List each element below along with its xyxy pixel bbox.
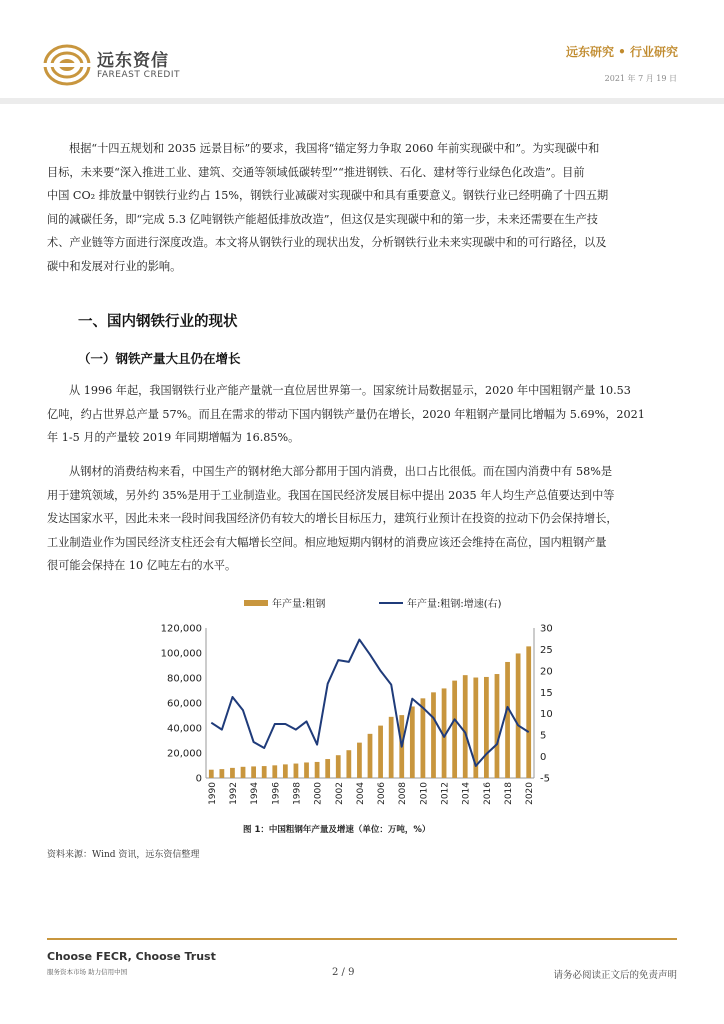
body-line: 亿吨，约占世界总产量 57%。而且在需求的带动下国内钢铁产量仍在增长，2020 年粗钢产量同比增幅为 5.69%，2021: [47, 407, 645, 421]
intro-line: 间的减碳任务，即“完成 5.3 亿吨钢铁产能超低排放改造”，但这仅是实现碳中和的第一步，未来还需要在生产技: [47, 212, 598, 226]
x-tick-label: 2004: [355, 782, 366, 805]
left-tick-label: 60,000: [167, 698, 202, 710]
intro-line: 目标，未来要“深入推进工业、建筑、交通等领域低碳转型”“推进钢铁、石化、建材等行业绿色化改造”。目前: [47, 165, 585, 179]
legend-bar-label: 年产量:粗钢: [272, 599, 326, 610]
bar-2006: [378, 726, 383, 778]
logo-name-en: FAREAST CREDIT: [97, 70, 180, 80]
bar-1997: [283, 764, 288, 778]
x-tick-label: 2016: [482, 782, 493, 805]
chart-axes: [161, 624, 553, 805]
x-tick-label: 2006: [377, 782, 388, 805]
bar-1996: [272, 765, 277, 778]
bar-1990: [209, 770, 214, 778]
intro-line: 碳中和发展对行业的影响。: [47, 259, 182, 273]
intro-line: 术、产业链等方面进行深度改造。本文将从钢铁行业的现状出发，分析钢铁行业未来实现碳中和的可行路径，以及: [47, 236, 607, 249]
intro-line: 根据“十四五规划和 2035 远景目标”的要求，我国将“锚定努力争取 2060 年前实现碳中和”。为实现碳中和: [69, 142, 600, 155]
body-line: 从钢材的消费结构来看，中国生产的钢材绝大部分都用于国内消费，出口占比很低。而在国内消费中有 58%是: [69, 465, 613, 478]
x-tick-label: 2018: [504, 782, 515, 805]
bar-2013: [452, 681, 457, 778]
x-tick-label: 1994: [250, 782, 261, 805]
body-line: 工业制造业作为国民经济支柱还会有大幅增长空间。相应地短期内钢材的消费应该还会维持在高位，国内粗钢产量: [47, 535, 607, 549]
intro-paragraph: [47, 137, 679, 278]
footer-slogan-cn: 服务资本市场 助力信用中国: [47, 968, 128, 976]
right-tick-label: 10: [540, 709, 553, 721]
section-heading: 一、国内钢铁行业的现状: [78, 314, 238, 330]
right-tick-label: 0: [540, 752, 547, 764]
body-line: 年 1-5 月的产量较 2019 年同期增幅为 16.85%。: [47, 431, 300, 444]
bar-1993: [241, 767, 246, 778]
bar-1992: [230, 768, 235, 778]
x-tick-label: 1990: [207, 782, 218, 805]
footer: [0, 938, 724, 998]
bar-1994: [251, 766, 256, 778]
header: [0, 0, 724, 104]
x-tick-label: 2002: [334, 782, 345, 805]
bar-2004: [357, 743, 362, 778]
x-tick-label: 2020: [525, 782, 536, 805]
page-number: 2 / 9: [332, 967, 355, 978]
x-tick-label: 1998: [292, 782, 303, 805]
fareast-logo-icon: [43, 44, 91, 86]
bar-2005: [368, 734, 373, 778]
x-tick-label: 2000: [313, 782, 324, 805]
footer-slogan-en: Choose FECR, Choose Trust: [47, 950, 216, 963]
left-tick-label: 40,000: [167, 723, 202, 735]
right-tick-label: 25: [540, 644, 553, 656]
bar-1998: [294, 764, 299, 778]
body-line: 发达国家水平，因此未来一段时间我国经济仍有较大的增长目标压力，建筑行业预计在投资的拉动下仍会保持增长，: [47, 512, 618, 525]
legend-line-label: 年产量:粗钢:增速(右): [407, 599, 502, 610]
body-line: 很可能会保持在 10 亿吨左右的水平。: [47, 559, 237, 572]
body-paragraph: [47, 379, 679, 450]
bar-2002: [336, 755, 341, 778]
bar-1991: [219, 769, 224, 778]
x-tick-label: 2012: [440, 782, 451, 805]
legend-bar-swatch: [244, 600, 268, 606]
bar-2016: [484, 677, 489, 778]
left-tick-label: 100,000: [160, 648, 202, 660]
x-tick-label: 2008: [398, 782, 409, 805]
bar-2017: [495, 674, 500, 778]
bar-2014: [463, 675, 468, 778]
logo-name-cn: 远东资信: [97, 51, 169, 71]
intro-line: 中国 CO₂ 排放量中钢铁行业约占 15%，钢铁行业减碳对实现碳中和具有重要意义。钢铁行业已经明确了十四五期: [47, 189, 609, 202]
figure-source: 资料来源：Wind 资讯，远东资信整理: [47, 850, 200, 860]
right-tick-label: 15: [540, 687, 553, 699]
report-section: 远东研究 • 行业研究: [565, 45, 678, 59]
bar-1995: [262, 766, 267, 778]
header-divider: [0, 98, 724, 104]
body-line: 从 1996 年起，我国钢铁行业产能产量就一直位居世界第一。国家统计局数据显示，2020 年中国粗钢产量 10.53: [69, 384, 631, 397]
bar-2007: [389, 717, 394, 778]
left-tick-label: 20,000: [167, 748, 202, 760]
right-tick-label: -5: [540, 773, 550, 785]
figure-caption: 图 1：中国粗钢年产量及增速（单位：万吨，%）: [243, 825, 431, 835]
x-tick-label: 2014: [461, 782, 472, 805]
right-tick-label: 20: [540, 666, 553, 678]
left-tick-label: 0: [195, 773, 202, 785]
x-tick-label: 2010: [419, 782, 430, 805]
bar-2020: [526, 646, 531, 778]
body-paragraph: [47, 460, 679, 578]
bar-2018: [505, 662, 510, 778]
bar-2000: [315, 762, 320, 778]
chart-legend: [244, 597, 502, 610]
right-tick-label: 5: [540, 730, 547, 742]
steel-output-chart: [140, 594, 580, 816]
bar-1999: [304, 762, 309, 778]
footer-divider: [47, 938, 677, 940]
body-line: 用于建筑领域，另外约 35%是用于工业制造业。我国在国民经济发展目标中提出 2035 年人均生产总值要达到中等: [47, 488, 615, 502]
footer-disclaimer: 请务必阅读正文后的免责声明: [553, 970, 677, 981]
left-tick-label: 80,000: [167, 673, 202, 685]
bar-2001: [325, 759, 330, 778]
bar-2011: [431, 692, 436, 778]
x-tick-label: 1996: [271, 782, 282, 805]
subsection-heading: （一）钢铁产量大且仍在增长: [78, 351, 241, 366]
bar-2009: [410, 706, 415, 778]
left-tick-label: 120,000: [160, 623, 202, 635]
bar-2003: [346, 750, 351, 778]
x-tick-label: 1992: [228, 782, 239, 805]
bar-2019: [516, 653, 521, 778]
report-date: 2021 年 7 月 19 日: [604, 74, 677, 83]
right-tick-label: 30: [540, 623, 553, 635]
